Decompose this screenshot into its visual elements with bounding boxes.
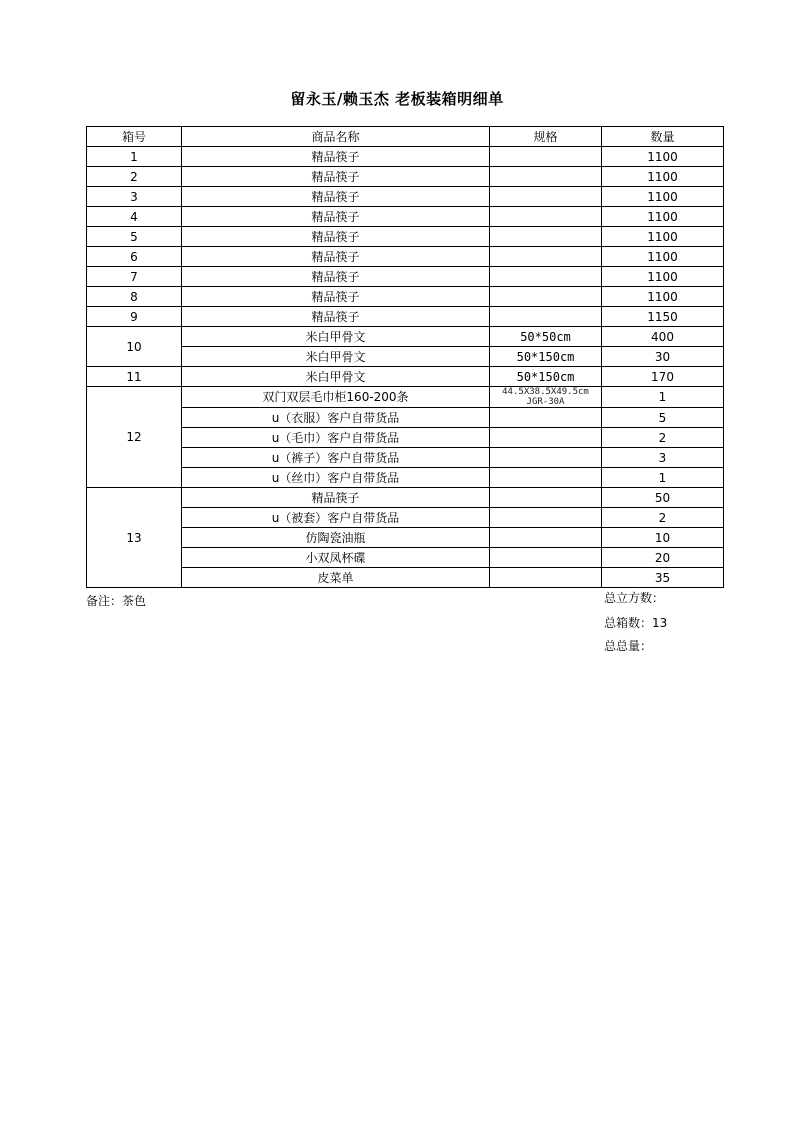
table-row <box>87 468 724 488</box>
product-name: 精品筷子 <box>182 247 490 267</box>
box-number: 8 <box>87 287 182 307</box>
product-name: 精品筷子 <box>182 147 490 167</box>
table-row <box>87 287 724 307</box>
table-row <box>87 568 724 588</box>
product-spec <box>490 287 602 307</box>
box-number: 1 <box>87 147 182 167</box>
product-spec <box>490 548 602 568</box>
table-row <box>87 147 724 167</box>
product-quantity: 1100 <box>602 287 724 307</box>
header-spec: 规格 <box>490 127 602 147</box>
product-spec <box>490 187 602 207</box>
product-spec <box>490 508 602 528</box>
product-name: 小双凤杯碟 <box>182 548 490 568</box>
table-row <box>87 428 724 448</box>
product-quantity: 2 <box>602 428 724 448</box>
product-name: 米白甲骨文 <box>182 347 490 367</box>
product-quantity: 1100 <box>602 207 724 227</box>
box-number: 7 <box>87 267 182 287</box>
product-spec <box>490 568 602 588</box>
product-quantity: 1 <box>602 387 724 408</box>
product-name: 精品筷子 <box>182 227 490 247</box>
header-product-name: 商品名称 <box>182 127 490 147</box>
product-name: 精品筷子 <box>182 488 490 508</box>
box-number: 12 <box>87 387 182 488</box>
table-row <box>87 488 724 508</box>
product-name: 精品筷子 <box>182 207 490 227</box>
product-spec <box>490 247 602 267</box>
product-quantity: 1 <box>602 468 724 488</box>
product-name: 皮菜单 <box>182 568 490 588</box>
table-row <box>87 548 724 568</box>
product-quantity: 5 <box>602 408 724 428</box>
product-quantity: 3 <box>602 448 724 468</box>
box-number: 9 <box>87 307 182 327</box>
product-name: 精品筷子 <box>182 187 490 207</box>
table-row <box>87 367 724 387</box>
box-number: 5 <box>87 227 182 247</box>
table-row <box>87 267 724 287</box>
product-spec <box>490 528 602 548</box>
product-spec <box>490 267 602 287</box>
product-quantity: 1100 <box>602 267 724 287</box>
product-spec: 50*150cm <box>490 347 602 367</box>
product-spec <box>490 408 602 428</box>
table-row <box>87 508 724 528</box>
product-name: u（丝巾）客户自带货品 <box>182 468 490 488</box>
product-quantity: 1100 <box>602 247 724 267</box>
box-number: 4 <box>87 207 182 227</box>
packing-list-table <box>86 126 724 588</box>
product-spec <box>490 307 602 327</box>
product-spec <box>490 468 602 488</box>
table-row <box>87 387 724 408</box>
product-name: u（被套）客户自带货品 <box>182 508 490 528</box>
header-quantity: 数量 <box>602 127 724 147</box>
header-box-number: 箱号 <box>87 127 182 147</box>
product-name: 精品筷子 <box>182 287 490 307</box>
product-quantity: 1150 <box>602 307 724 327</box>
remark-note: 备注：茶色 <box>86 594 147 608</box>
table-row <box>87 448 724 468</box>
product-quantity: 1100 <box>602 167 724 187</box>
product-spec <box>490 428 602 448</box>
table-row <box>87 187 724 207</box>
table-row <box>87 207 724 227</box>
box-number: 10 <box>87 327 182 367</box>
product-quantity: 1100 <box>602 147 724 167</box>
box-number: 13 <box>87 488 182 588</box>
product-quantity: 400 <box>602 327 724 347</box>
product-quantity: 50 <box>602 488 724 508</box>
product-spec <box>490 207 602 227</box>
table-row <box>87 327 724 347</box>
product-spec <box>490 147 602 167</box>
total-volume: 总立方数： <box>604 591 665 605</box>
table-row <box>87 167 724 187</box>
table-row <box>87 227 724 247</box>
product-quantity: 35 <box>602 568 724 588</box>
box-number: 11 <box>87 367 182 387</box>
box-number: 6 <box>87 247 182 267</box>
product-spec <box>490 167 602 187</box>
product-quantity: 30 <box>602 347 724 367</box>
product-name: 精品筷子 <box>182 267 490 287</box>
table-row <box>87 528 724 548</box>
table-row <box>87 307 724 327</box>
table-header-row <box>87 127 724 147</box>
product-quantity: 20 <box>602 548 724 568</box>
table-row <box>87 408 724 428</box>
table-row <box>87 247 724 267</box>
product-name: 精品筷子 <box>182 167 490 187</box>
box-number: 2 <box>87 167 182 187</box>
product-spec <box>490 488 602 508</box>
product-name: 米白甲骨文 <box>182 367 490 387</box>
product-spec <box>490 227 602 247</box>
product-spec <box>490 448 602 468</box>
product-quantity: 2 <box>602 508 724 528</box>
product-name: 米白甲骨文 <box>182 327 490 347</box>
product-quantity: 10 <box>602 528 724 548</box>
product-name: u（衣服）客户自带货品 <box>182 408 490 428</box>
document-title: 留永玉/赖玉杰 老板装箱明细单 <box>290 90 504 108</box>
product-spec: 50*150cm <box>490 367 602 387</box>
total-boxes: 总箱数：13 <box>604 616 668 630</box>
product-quantity: 1100 <box>602 227 724 247</box>
table-row <box>87 347 724 367</box>
product-name: 仿陶瓷油瓶 <box>182 528 490 548</box>
box-number: 3 <box>87 187 182 207</box>
product-quantity: 1100 <box>602 187 724 207</box>
total-weight: 总总量： <box>604 639 653 653</box>
product-quantity: 170 <box>602 367 724 387</box>
product-name: u（裤子）客户自带货品 <box>182 448 490 468</box>
product-name: 精品筷子 <box>182 307 490 327</box>
product-spec: 50*50cm <box>490 327 602 347</box>
product-spec: 44.5X38.5X49.5cm JGR-30A <box>490 387 602 408</box>
product-name: 双门双层毛巾柜160-200条 <box>182 387 490 408</box>
product-name: u（毛巾）客户自带货品 <box>182 428 490 448</box>
